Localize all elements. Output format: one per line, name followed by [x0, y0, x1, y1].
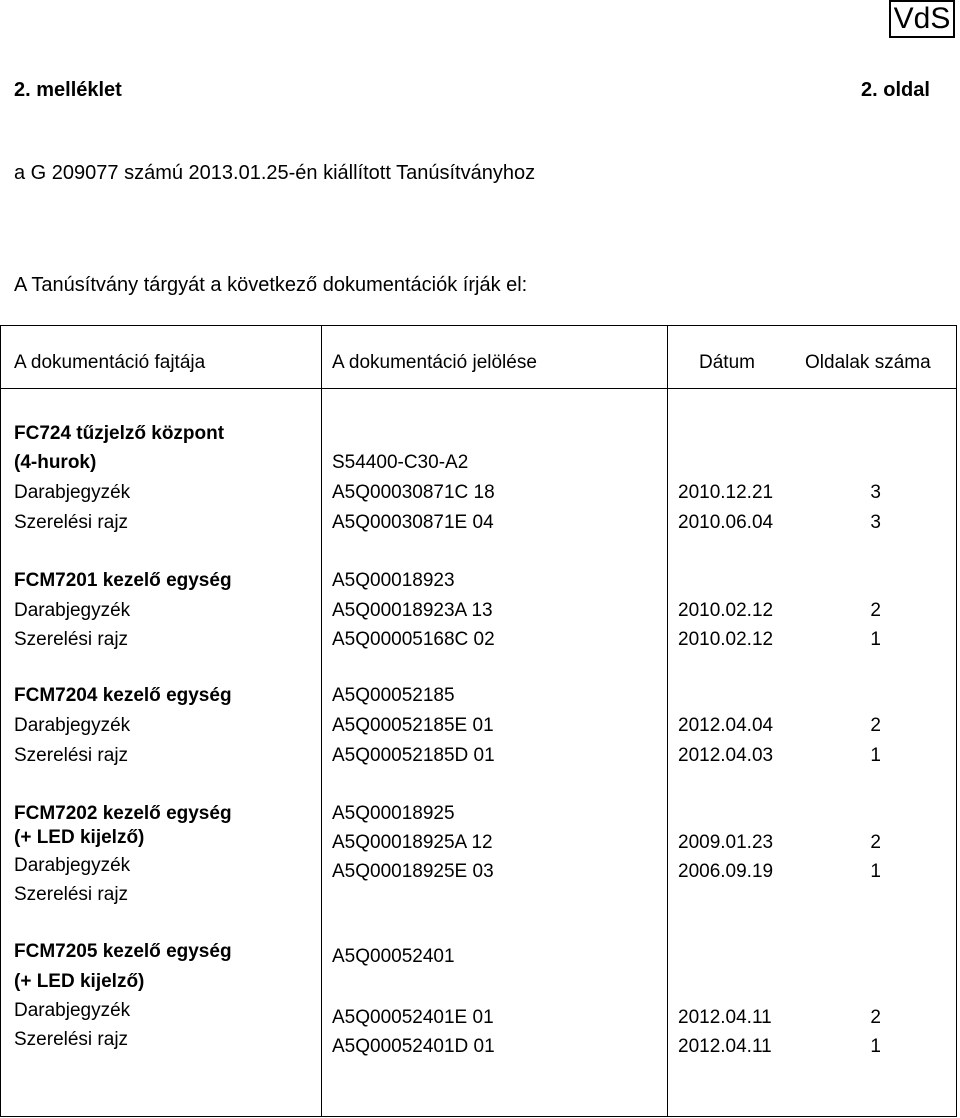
certificate-reference: a G 209077 számú 2013.01.25-én kiállított Tanúsítványhoz — [14, 162, 536, 184]
header-doc-code: A dokumentáció jelölése — [332, 352, 537, 373]
row-doc-type: Darabjegyzék — [14, 482, 131, 503]
group-code: S54400-C30-A2 — [332, 452, 469, 473]
row-page-count: 1 — [870, 1036, 881, 1057]
header-date: Dátum — [699, 352, 755, 373]
group-title: FCM7205 kezelő egység — [14, 941, 232, 962]
row-doc-code: A5Q00052401E 01 — [332, 1007, 494, 1028]
row-date: 2012.04.03 — [678, 745, 774, 766]
row-doc-code: A5Q00018925A 12 — [332, 832, 493, 853]
column-divider — [321, 326, 322, 1116]
row-date: 2009.01.23 — [678, 832, 774, 853]
row-doc-type: Szerelési rajz — [14, 629, 129, 650]
row-doc-type: Szerelési rajz — [14, 1029, 129, 1050]
row-doc-type: Szerelési rajz — [14, 884, 129, 905]
row-date: 2006.09.19 — [678, 861, 774, 882]
row-doc-type: Szerelési rajz — [14, 745, 129, 766]
group-title: FCM7202 kezelő egység — [14, 803, 232, 824]
row-date: 2012.04.04 — [678, 715, 774, 736]
row-page-count: 1 — [870, 629, 881, 650]
row-page-count: 2 — [870, 715, 881, 736]
row-date: 2012.04.11 — [678, 1036, 772, 1057]
row-page-count: 2 — [870, 832, 881, 853]
documentation-table — [0, 325, 957, 1117]
row-date: 2010.06.04 — [678, 512, 774, 533]
row-page-count: 2 — [870, 1007, 881, 1028]
row-page-count: 3 — [870, 512, 881, 533]
row-doc-code: A5Q00052185E 01 — [332, 715, 494, 736]
intro-text: A Tanúsítvány tárgyát a következő dokumentációk írják el: — [14, 274, 528, 296]
row-doc-type: Darabjegyzék — [14, 600, 131, 621]
row-doc-type: Darabjegyzék — [14, 1000, 131, 1021]
row-date: 2010.02.12 — [678, 600, 774, 621]
row-doc-type: Szerelési rajz — [14, 512, 129, 533]
group-subtitle: (4-hurok) — [14, 452, 97, 473]
row-doc-code: A5Q00018925E 03 — [332, 861, 494, 882]
group-title: FC724 tűzjelző központ — [14, 423, 225, 444]
row-doc-code: A5Q00030871C 18 — [332, 482, 495, 503]
row-date: 2010.02.12 — [678, 629, 774, 650]
row-doc-code: A5Q00030871E 04 — [332, 512, 494, 533]
attachment-label: 2. melléklet — [14, 79, 122, 101]
group-subtitle: (+ LED kijelző) — [14, 827, 145, 848]
page-number: 2. oldal — [861, 79, 930, 101]
row-page-count: 2 — [870, 600, 881, 621]
header-doc-type: A dokumentáció fajtája — [14, 352, 206, 373]
header-page-count: Oldalak száma — [805, 352, 931, 373]
row-date: 2010.12.21 — [678, 482, 774, 503]
group-code: A5Q00052185 — [332, 685, 455, 706]
row-date: 2012.04.11 — [678, 1007, 772, 1028]
group-code: A5Q00052401 — [332, 946, 455, 967]
row-doc-type: Darabjegyzék — [14, 855, 131, 876]
row-doc-code: A5Q00052401D 01 — [332, 1036, 495, 1057]
row-doc-code: A5Q00052185D 01 — [332, 745, 495, 766]
row-page-count: 1 — [870, 745, 881, 766]
header-divider — [1, 388, 956, 389]
group-title: FCM7204 kezelő egység — [14, 685, 232, 706]
column-divider — [667, 326, 668, 1116]
group-code: A5Q00018923 — [332, 570, 455, 591]
group-subtitle: (+ LED kijelző) — [14, 971, 145, 992]
group-code: A5Q00018925 — [332, 803, 455, 824]
row-page-count: 3 — [870, 482, 881, 503]
row-doc-code: A5Q00005168C 02 — [332, 629, 495, 650]
row-page-count: 1 — [870, 861, 881, 882]
row-doc-type: Darabjegyzék — [14, 715, 131, 736]
vds-logo: VdS — [889, 0, 955, 38]
row-doc-code: A5Q00018923A 13 — [332, 600, 493, 621]
group-title: FCM7201 kezelő egység — [14, 570, 232, 591]
